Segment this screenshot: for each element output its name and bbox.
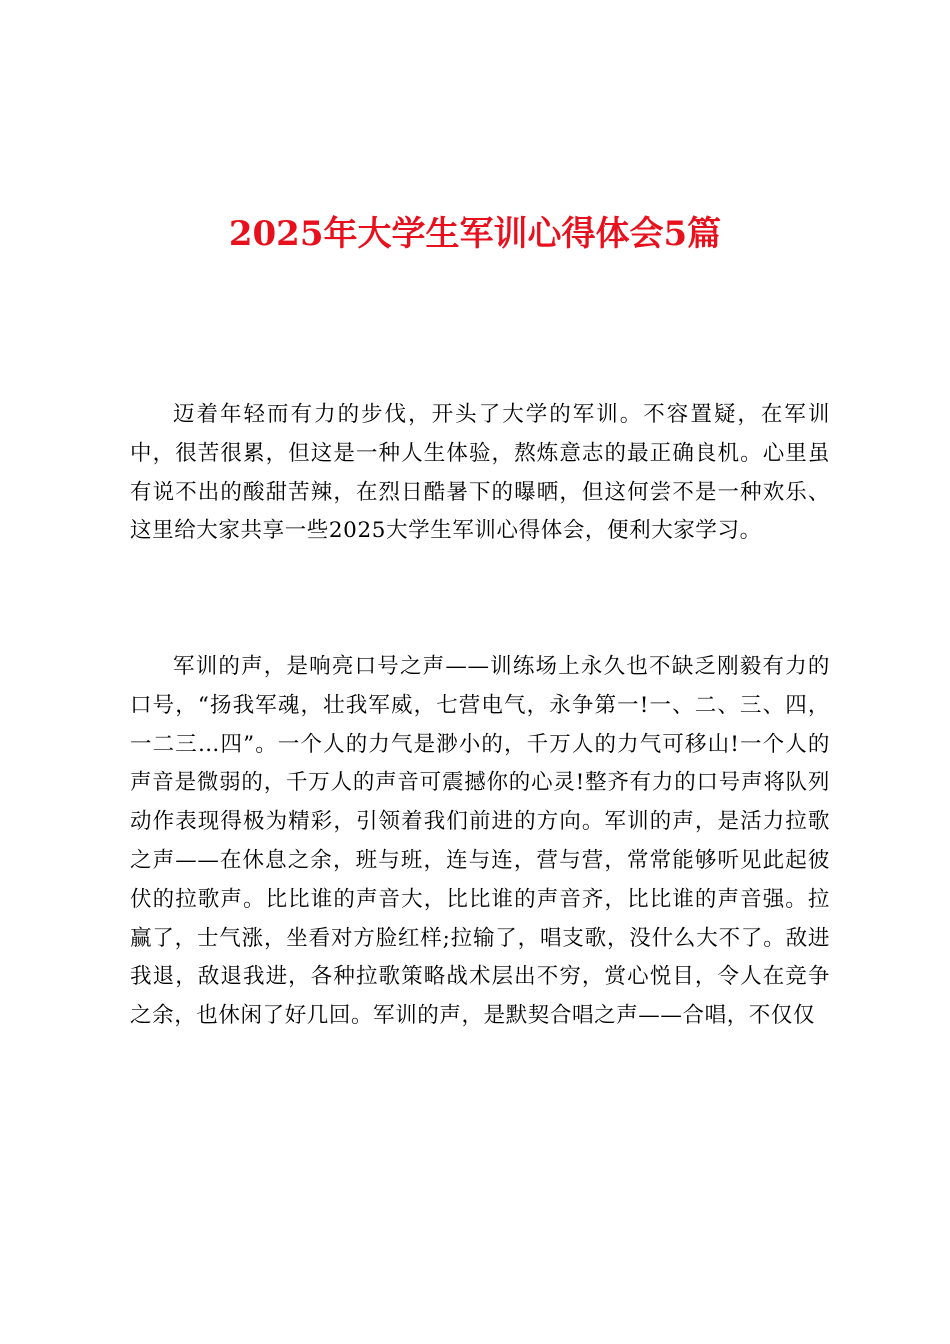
body-paragraph: 军训的声，是响亮口号之声——训练场上永久也不缺乏刚毅有力的口号，“扬我军魂，壮我军威，七营电气，永争第一!一、二、三、四，一二三…四”。一个人的力气是渺小的，千万人的力气可移山!一个人的声音是微弱的，千万人的声音可震撼你的心灵!整齐有力的口号声将队列动作表现得极为精彩，引领着我们前进的方向。军训的声，是活力拉歌之声——在休息之余，班与班，连与连，营与营，常常能够听见此起彼伏的拉歌声。比比谁的声音大，比比谁的声音齐，比比谁的声音强。拉赢了，士气涨，坐看对方脸红样;拉输了，唱支歌，没什么大不了。敌进我退，敌退我进，各种拉歌策略战术层出不穷，赏心悦目，令人在竞争之余，也休闲了好几回。军训的声，是默契合唱之声——合唱，不仅仅 (130, 654, 830, 1029)
document-title: 2025年大学生军训心得体会5篇 (228, 214, 722, 254)
intro-paragraph: 迈着年轻而有力的步伐，开头了大学的军训。不容置疑，在军训中，很苦很累，但这是一种人生体验，熬炼意志的最正确良机。心里虽有说不出的酸甜苦辣，在烈日酷暑下的曝晒，但这何尝不是一种欢乐、这里给大家共享一些2025大学生军训心得体会，便利大家学习。 (130, 402, 830, 544)
